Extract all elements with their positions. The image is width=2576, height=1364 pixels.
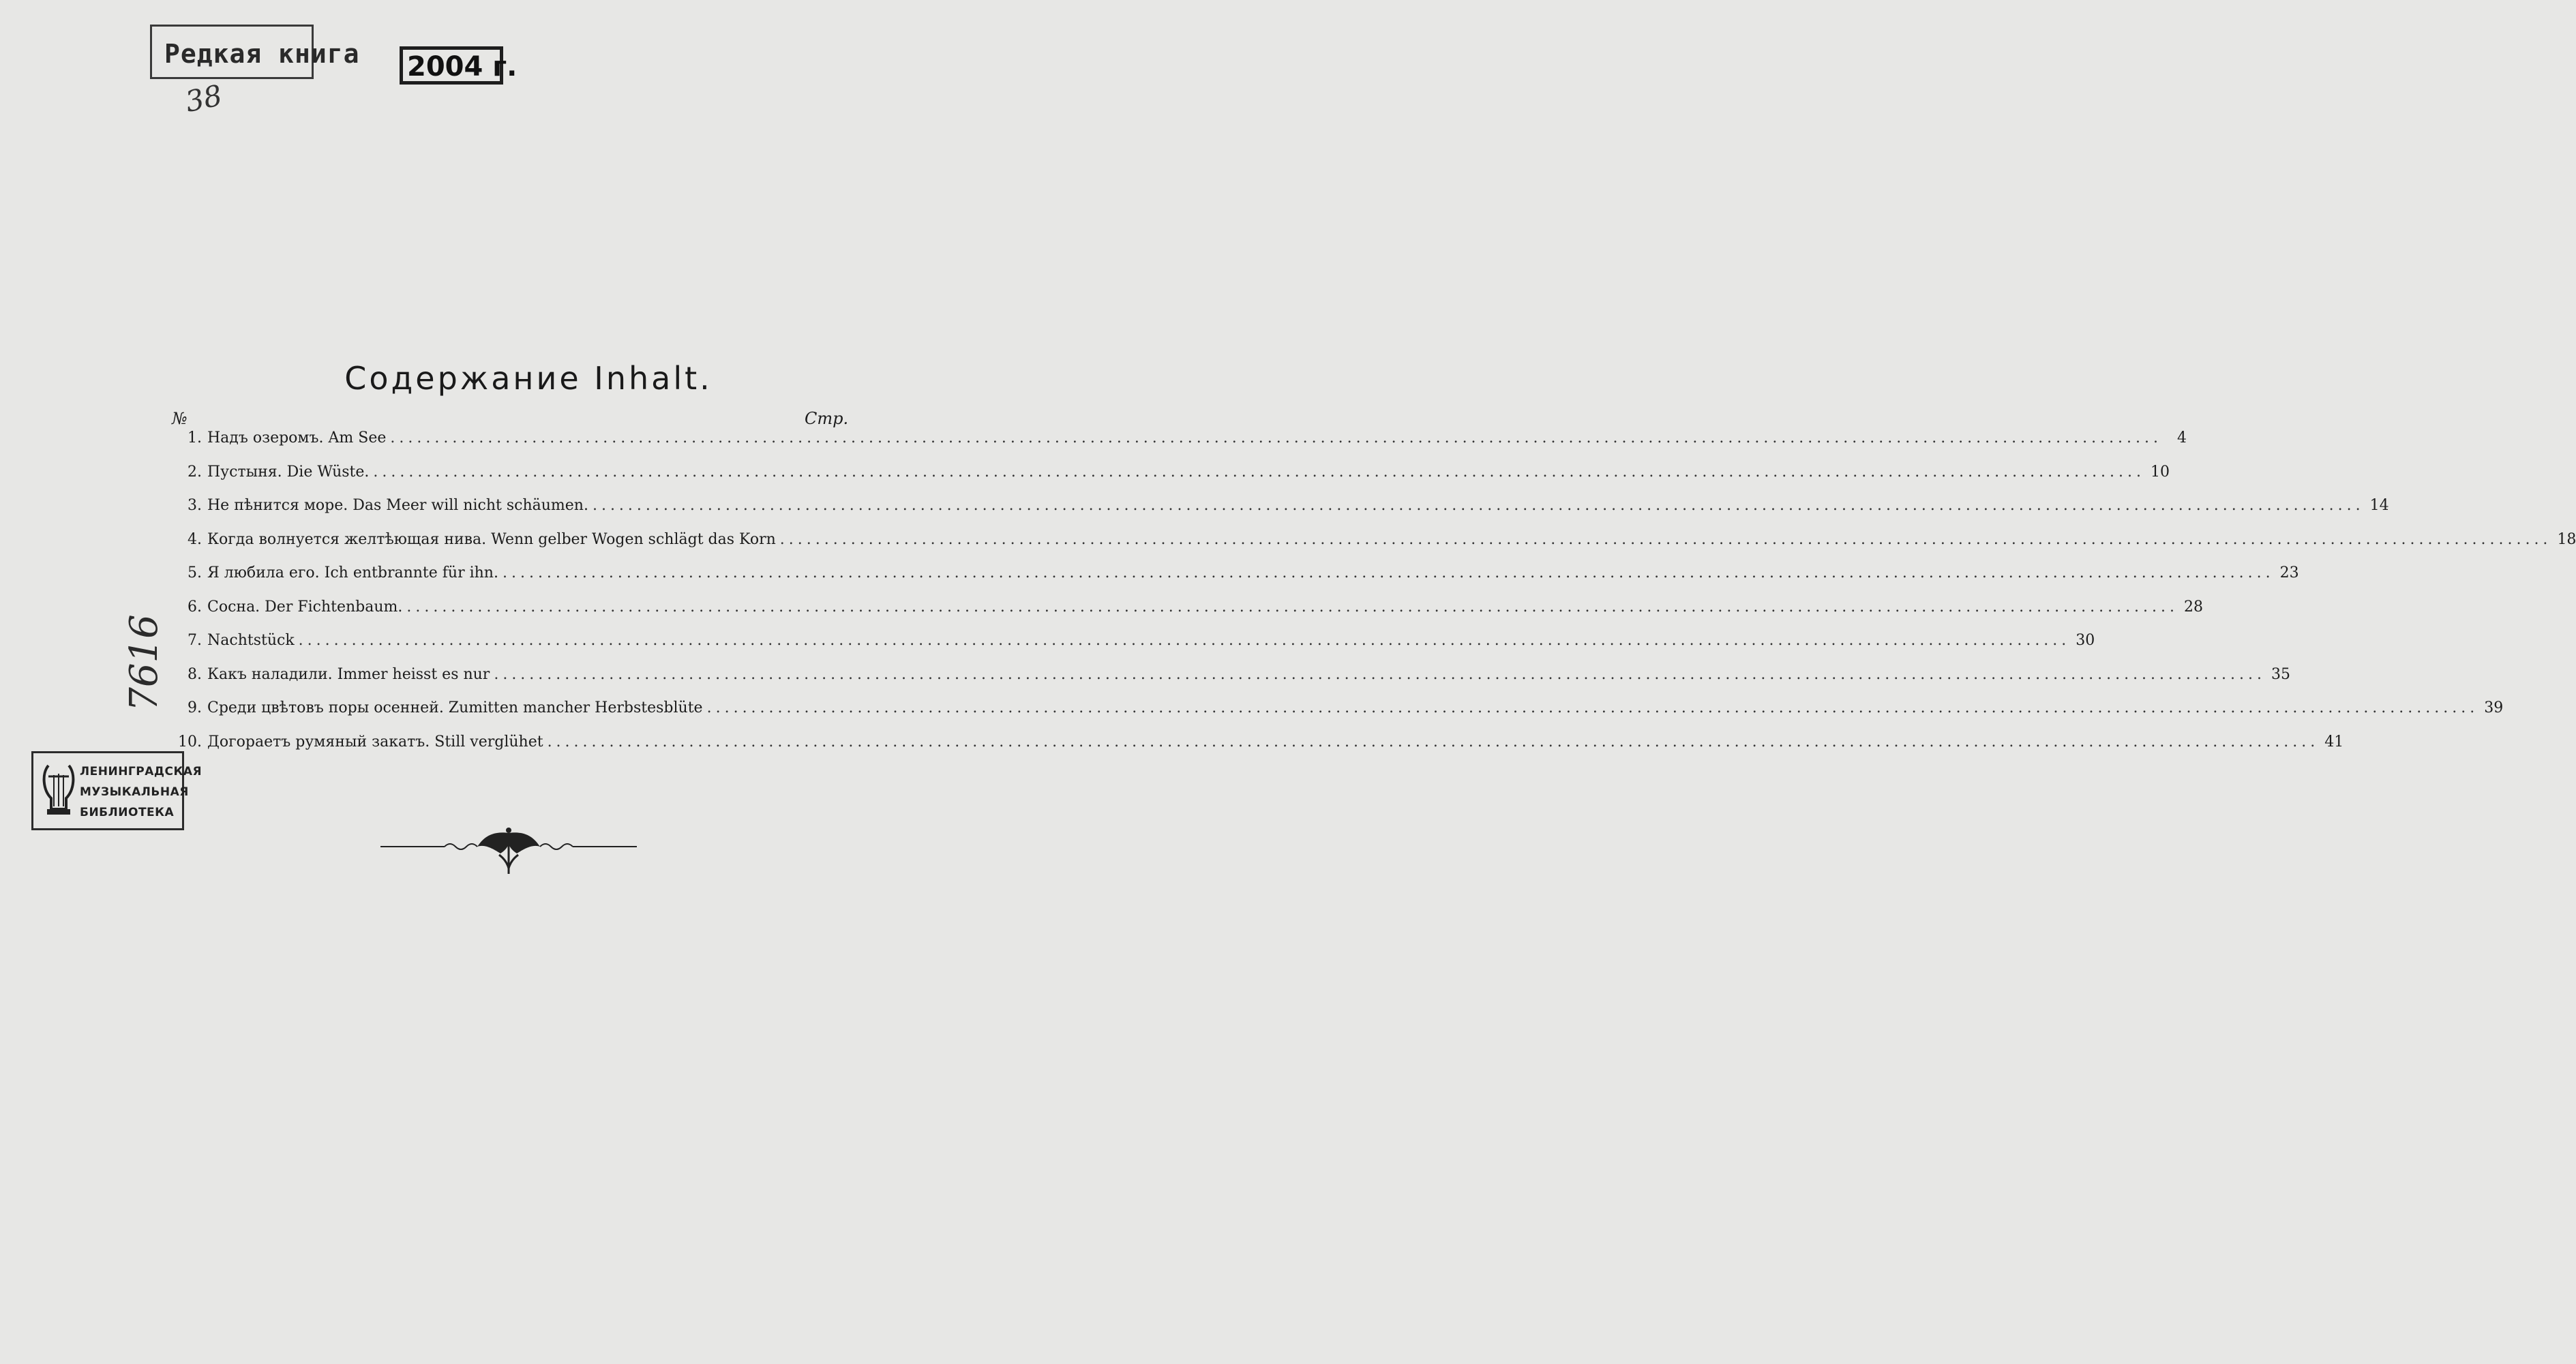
year-stamp (400, 46, 518, 85)
toc-entry-number: 9. (188, 699, 202, 716)
rare-book-stamp (150, 25, 360, 79)
toc-entry-title: Пустыня. Die Wüste. (207, 463, 370, 481)
toc-entry (175, 497, 2389, 531)
handwritten-note: 38 (182, 78, 225, 119)
toc-entry-title: Надъ озеромъ. Am See (207, 429, 387, 446)
toc-leader-dots: ........................................................................................................................................................................................................ (406, 598, 2179, 616)
toc-entry-title: Когда волнуется желтѣющая нива. Wenn gelber Wogen schlägt das Korn (207, 530, 776, 548)
toc-entry (175, 530, 2576, 565)
page-column-header: Стр. (805, 409, 849, 428)
toc-entry-page: 28 (2184, 598, 2204, 616)
toc-entry (175, 665, 2290, 700)
toc-entry-page: 30 (2076, 632, 2095, 649)
year-stamp-text: 2004 г. (407, 51, 518, 82)
table-of-contents (175, 429, 2576, 767)
page-title: Содержание Inhalt. (344, 360, 713, 397)
toc-leader-dots: ........................................................................................................................................................................................................ (390, 429, 2163, 446)
ornament-vignette-icon (379, 823, 638, 875)
toc-entry-number: 6. (188, 598, 202, 616)
library-stamp (31, 751, 203, 830)
library-stamp-line: БИБЛИОТЕКА (80, 806, 175, 819)
lyre-icon (39, 760, 78, 821)
toc-entry-page: 23 (2279, 564, 2299, 581)
library-stamp-line: ЛЕНИНГРАДСКАЯ (80, 765, 203, 778)
toc-entry (175, 733, 2344, 768)
toc-leader-dots: ........................................................................................................................................................................................................ (298, 632, 2071, 649)
toc-entry-title: Сосна. Der Fichtenbaum. (207, 598, 403, 616)
toc-entry-number: 1. (188, 429, 202, 446)
toc-entry (175, 632, 2095, 666)
toc-entry-title: Среди цвѣтовъ поры осенней. Zumitten mancher Herbstesblüte (207, 699, 703, 716)
toc-entry-page: 14 (2369, 497, 2389, 514)
toc-entry-number: 10. (178, 733, 202, 751)
number-column-header: № (172, 409, 188, 428)
toc-entry-page: 41 (2324, 733, 2344, 751)
handwritten-shelf-number: 7616 (121, 614, 166, 712)
toc-leader-dots: ........................................................................................................................................................................................................ (494, 665, 2266, 683)
toc-entry (175, 699, 2504, 733)
toc-leader-dots: ........................................................................................................................................................................................................ (592, 497, 2365, 514)
toc-entry (175, 429, 2187, 464)
toc-entry-title: Какъ наладили. Immer heisst es nur (207, 665, 490, 683)
toc-entry-page: 10 (2151, 463, 2170, 481)
toc-leader-dots: ........................................................................................................................................................................................................ (373, 463, 2146, 481)
toc-entry-number: 2. (188, 463, 202, 481)
toc-entry-title: Догораетъ румяный закатъ. Still verglühet (207, 733, 543, 751)
library-stamp-line: МУЗЫКАЛЬНАЯ (80, 785, 189, 799)
toc-entry-number: 8. (188, 665, 202, 683)
toc-entry-page: 35 (2271, 665, 2290, 683)
toc-entry-page: 18 (2557, 530, 2576, 548)
toc-entry-title: Nachtstück (207, 632, 295, 649)
toc-entry-title: Я любила его. Ich entbrannte für ihn. (207, 564, 498, 581)
toc-entry-number: 7. (188, 632, 202, 649)
toc-entry (175, 463, 2170, 498)
toc-leader-dots: ........................................................................................................................................................................................................ (779, 530, 2552, 548)
toc-entry-title: Не пѣнится море. Das Meer will nicht schäumen. (207, 497, 588, 514)
toc-leader-dots: ........................................................................................................................................................................................................ (706, 699, 2479, 716)
toc-entry (175, 564, 2299, 598)
toc-leader-dots: ........................................................................................................................................................................................................ (502, 564, 2275, 581)
library-stamp-lines (80, 761, 202, 823)
toc-leader-dots: ........................................................................................................................................................................................................ (547, 733, 2320, 751)
rare-book-stamp-text: Редкая книга (164, 39, 360, 69)
toc-entry (175, 598, 2204, 633)
toc-entry-number: 3. (188, 497, 202, 514)
toc-entry-page: 4 (2177, 429, 2187, 446)
toc-entry-page: 39 (2484, 699, 2504, 716)
toc-entry-number: 4. (188, 530, 202, 548)
toc-entry-number: 5. (188, 564, 202, 581)
